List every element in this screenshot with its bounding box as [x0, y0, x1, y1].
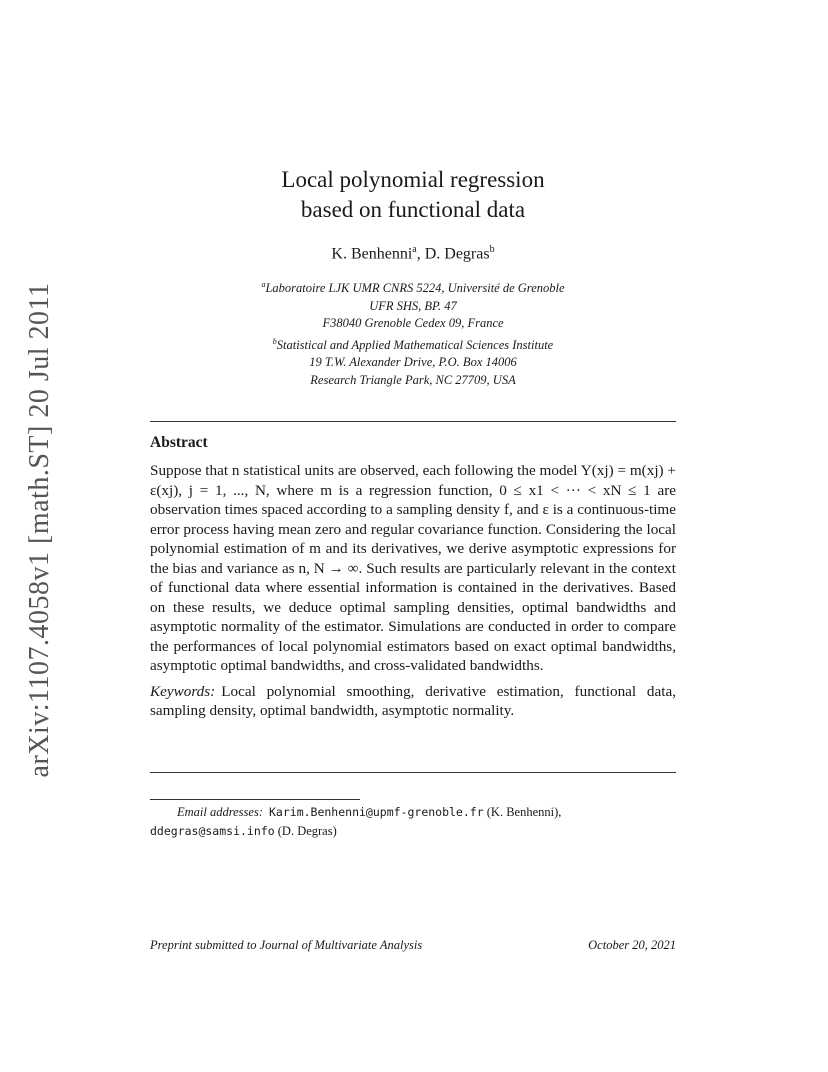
abstract-bottom-rule	[150, 772, 676, 773]
affiliation-line: $^a$Laboratoire LJK UMR CNRS 5224, Université de Grenoble	[261, 280, 565, 296]
keywords	[150, 682, 676, 721]
abstract-body	[150, 461, 676, 721]
email-owner: (D. Degras)	[274, 824, 337, 838]
preprint-date: October 20, 2021	[588, 938, 676, 952]
affiliation-mark: a	[261, 280, 266, 289]
affiliation-line: Research Triangle Park, NC 27709, USA	[310, 372, 516, 387]
title-line-1: Local polynomial regression	[281, 167, 545, 192]
author-name: K. Benhenni	[331, 245, 413, 263]
email-link[interactable]: Karim.Benhenni@upmf-grenoble.fr	[269, 805, 484, 819]
email-owner: (K. Benhenni),	[483, 805, 562, 819]
affiliations	[150, 276, 676, 389]
keywords-text: Local polynomial smoothing, derivative estimation, functional data, sampling density, optimal bandwidth, asymptotic normality.	[150, 682, 676, 719]
affiliation-line: UFR SHS, BP. 47	[369, 298, 457, 313]
paper-title	[150, 165, 676, 225]
author-separator: ,	[416, 245, 425, 263]
email-footnote	[150, 803, 676, 841]
abstract-top-rule	[150, 421, 676, 422]
author-name: D. Degras	[424, 245, 490, 263]
email-label: Email addresses:	[177, 805, 263, 819]
affiliation-line: $^b$Statistical and Applied Mathematical Sciences Institute	[272, 336, 554, 352]
affiliation-mark: b	[272, 336, 277, 346]
abstract-paragraph: Suppose that n statistical units are observed, each following the model Y(xj) = m(xj) + ε(xj), j = 1, ..., N, where m is a regression function, 0 ≤ x1 < ··· < xN ≤ 1 are observation times spaced according to a sampling density f, and ε is a continuous-time error process having mean zero and regular covariance function. Considering the local polynomial estimation of m and its derivatives, we derive asymptotic expressions for the bias and variance as n, N → ∞. Such results are particularly relevant in the context of functional data where essential information is contained in the derivatives. Based on these results, we deduce optimal sampling densities, optimal bandwidths and asymptotic normality of the estimator. Simulations are conducted in order to compare the performances of local polynomial estimators based on exact optimal bandwidths, asymptotic optimal bandwidths, and cross-validated bandwidths.	[150, 462, 676, 674]
affiliation-line: 19 T.W. Alexander Drive, P.O. Box 14006	[309, 355, 517, 370]
keywords-label: Keywords:	[150, 682, 216, 700]
preprint-note: Preprint submitted to Journal of Multivariate Analysis	[150, 938, 423, 952]
title-line-2: based on functional data	[300, 197, 526, 222]
affiliation-mark: a	[412, 244, 417, 255]
email-link[interactable]: ddegras@samsi.info	[150, 824, 275, 838]
affiliation-line: F38040 Grenoble Cedex 09, France	[322, 316, 504, 331]
arxiv-side-stamp: arXiv:1107.4058v1 [math.ST] 20 Jul 2011	[24, 282, 55, 778]
affiliation-mark: b	[489, 244, 495, 255]
footnote-rule	[150, 799, 360, 800]
abstract-heading: Abstract	[150, 434, 208, 451]
author-list	[150, 244, 676, 263]
